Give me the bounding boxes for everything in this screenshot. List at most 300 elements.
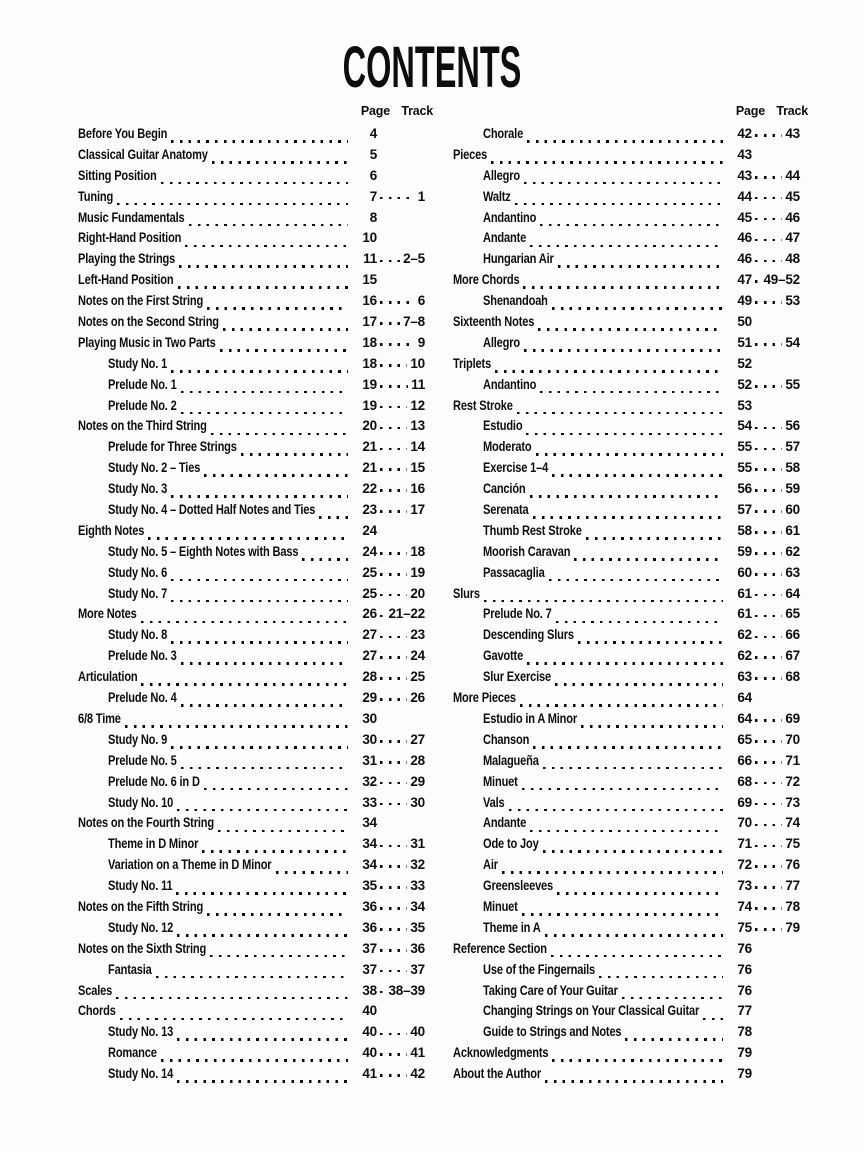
toc-entry-page: 61 (737, 606, 752, 622)
toc-entry-track-cell (377, 189, 425, 204)
toc-entry-track: 31 (410, 836, 425, 852)
toc-entry-track-cell (377, 418, 425, 433)
leader-dots (515, 203, 723, 206)
toc-entry-track: 9 (417, 334, 425, 350)
toc-entry-label: Gavotte (483, 648, 524, 664)
toc-entry (78, 648, 425, 669)
leader-dots (502, 871, 723, 874)
toc-entry-track-cell (377, 962, 425, 977)
leader-dots (125, 725, 348, 728)
leader-dots (491, 161, 723, 164)
leader-dots (755, 510, 782, 513)
leader-dots (526, 433, 723, 436)
toc-entry-track-cell (377, 544, 425, 559)
toc-entry-track-cell (377, 648, 425, 663)
leader-dots (380, 636, 407, 639)
toc-entry-page: 18 (362, 355, 377, 371)
toc-entry-label: Tuning (78, 188, 114, 204)
toc-entry-label: Notes on the Third String (78, 418, 207, 434)
toc-entry-track-cell (377, 502, 425, 517)
toc-entry-page: 55 (737, 460, 752, 476)
toc-entry (78, 878, 425, 899)
toc-entry-track: 66 (785, 627, 800, 643)
toc-entry-track: 44 (785, 167, 800, 183)
toc-entry (78, 356, 425, 377)
leader-dots (207, 913, 348, 916)
toc-entry (453, 920, 800, 941)
toc-entry-track-cell (377, 1024, 425, 1039)
toc-entry (453, 147, 800, 168)
toc-entry-track-cell (752, 795, 800, 810)
leader-dots (380, 573, 407, 576)
toc-entry (453, 606, 800, 627)
toc-entry (78, 711, 425, 732)
leader-dots (755, 886, 782, 889)
leader-dots (380, 886, 407, 889)
toc-entry-track-cell (377, 398, 425, 413)
toc-entry-page: 52 (737, 355, 752, 371)
leader-dots (177, 1080, 348, 1083)
toc-entry-label: Notes on the Fifth String (78, 898, 204, 914)
toc-entry-track-cell (377, 356, 425, 371)
toc-entry-page: 34 (362, 836, 377, 852)
toc-entry-label: Prelude for Three Strings (108, 439, 237, 455)
leader-dots (755, 134, 782, 137)
leader-dots (380, 552, 407, 555)
toc-entry (453, 836, 800, 857)
leader-dots (380, 468, 407, 471)
toc-entry-track-cell (377, 606, 425, 621)
toc-entry-track: 25 (410, 669, 425, 685)
toc-entry (78, 753, 425, 774)
toc-entry-label: Chanson (483, 731, 530, 747)
toc-entry-label: Hungarian Air (483, 251, 554, 267)
leader-dots (755, 468, 782, 471)
toc-entry-track: 11 (411, 376, 425, 392)
toc-entry (453, 481, 800, 502)
leader-dots (380, 1053, 407, 1056)
leader-dots (545, 1080, 723, 1083)
toc-entry-label: Moorish Caravan (483, 543, 571, 559)
toc-entry-track: 20 (410, 585, 425, 601)
leader-dots (202, 850, 348, 853)
toc-entry-page: 56 (737, 481, 752, 497)
leader-dots (552, 474, 723, 477)
leader-dots (380, 510, 407, 513)
toc-entry-track-cell (377, 627, 425, 642)
toc-entry (453, 502, 800, 523)
toc-entry-track: 69 (785, 710, 800, 726)
toc-entry (453, 711, 800, 732)
track-column-header: Track (776, 104, 808, 118)
toc-entry (453, 669, 800, 690)
toc-entry-page: 55 (737, 439, 752, 455)
toc-entry-page: 42 (737, 126, 752, 141)
toc-entry-page: 27 (362, 648, 377, 664)
leader-dots (527, 662, 723, 665)
toc-entry-label: Thumb Rest Stroke (483, 522, 582, 538)
toc-entry-track-cell (377, 774, 425, 789)
toc-entry (453, 1024, 800, 1045)
column-headers-right (453, 104, 808, 126)
leader-dots (380, 865, 407, 868)
toc-entry (78, 293, 425, 314)
toc-entry-label: Fantasia (108, 961, 152, 977)
toc-entry-track: 70 (785, 731, 800, 747)
toc-entry (78, 857, 425, 878)
toc-entry-label: Waltz (483, 188, 511, 204)
toc-entry-track: 17 (410, 502, 425, 518)
toc-entry-track: 14 (410, 439, 425, 455)
leader-dots (380, 845, 407, 848)
toc-entry-page: 19 (362, 376, 377, 392)
leader-dots (302, 558, 348, 561)
toc-entry-page: 43 (737, 146, 752, 162)
toc-entry-track: 36 (410, 940, 425, 956)
toc-entry (453, 189, 800, 210)
toc-entry-page: 63 (737, 669, 752, 685)
toc-entry (78, 398, 425, 419)
leader-dots (755, 782, 782, 785)
leader-dots (212, 161, 348, 164)
leader-dots (586, 537, 723, 540)
toc-entry-label: Study No. 8 (108, 627, 168, 643)
toc-entry-track-cell (377, 920, 425, 935)
toc-entry (453, 544, 800, 565)
toc-entry (453, 878, 800, 899)
toc-entry-track: 15 (410, 460, 425, 476)
toc-entry (78, 1045, 425, 1066)
leader-dots (755, 677, 782, 680)
toc-entry-page: 27 (362, 627, 377, 643)
leader-dots (177, 1038, 348, 1041)
leader-dots (755, 218, 782, 221)
toc-entry-label: Acknowledgments (453, 1045, 549, 1061)
toc-column-right (453, 104, 808, 1087)
toc-entry-track: 34 (410, 898, 425, 914)
leader-dots (181, 391, 348, 394)
toc-entry-label: Prelude No. 7 (483, 606, 552, 622)
toc-entry-label: Study No. 7 (108, 585, 168, 601)
leader-dots (755, 865, 782, 868)
toc-entry-track: 61 (785, 522, 800, 538)
toc-entry-track: 7–8 (403, 314, 425, 330)
toc-entry-page: 43 (737, 167, 752, 183)
leader-dots (178, 286, 348, 289)
leader-dots (117, 203, 348, 206)
page-column-header: Page (360, 104, 390, 118)
leader-dots (177, 809, 348, 812)
toc-entry-track: 10 (410, 355, 425, 371)
toc-entry-track-cell (752, 857, 800, 872)
leader-dots (380, 991, 385, 994)
toc-entry-track-cell (377, 439, 425, 454)
toc-entry-track-cell (752, 606, 800, 621)
leader-dots (574, 558, 723, 561)
toc-entry-track-cell (752, 189, 800, 204)
leader-dots (380, 803, 407, 806)
leader-dots (484, 600, 723, 603)
toc-entry-page: 34 (362, 815, 377, 831)
toc-entry (78, 1024, 425, 1045)
toc-entry-page: 5 (369, 146, 377, 162)
leader-dots (276, 871, 348, 874)
toc-entry-track-cell (752, 627, 800, 642)
toc-entry-label: Before You Begin (78, 126, 168, 141)
leader-dots (220, 349, 348, 352)
toc-entry-label: Study No. 3 (108, 481, 168, 497)
leader-dots (517, 412, 723, 415)
toc-entry-label: Scales (78, 982, 113, 998)
toc-entry-page: 44 (737, 188, 752, 204)
toc-entry (453, 251, 800, 272)
toc-entry-track-cell (752, 648, 800, 663)
toc-entry-label: Study No. 12 (108, 919, 174, 935)
leader-dots (171, 746, 348, 749)
toc-entry-track: 74 (785, 815, 800, 831)
toc-entry-page: 66 (737, 752, 752, 768)
toc-entry-track: 57 (785, 439, 800, 455)
toc-entry-label: Greensleeves (483, 878, 554, 894)
leader-dots (171, 579, 348, 582)
toc-entry-label: Prelude No. 4 (108, 690, 177, 706)
toc-entry-page: 20 (362, 418, 377, 434)
toc-entry (453, 418, 800, 439)
leader-dots (533, 746, 723, 749)
leader-dots (552, 307, 723, 310)
toc-entry-label: Romance (108, 1045, 157, 1061)
toc-entry-page: 7 (369, 188, 377, 204)
toc-entry-track-cell (377, 481, 425, 496)
toc-entry-label: Estudio in A Minor (483, 710, 578, 726)
toc-entry-track-cell (377, 690, 425, 705)
toc-entry-track: 64 (785, 585, 800, 601)
toc-entry-page: 49 (737, 293, 752, 309)
toc-entry-track-cell (377, 251, 425, 266)
toc-entry-label: Slurs (453, 585, 480, 601)
toc-entry-label: Changing Strings on Your Classical Guitar (483, 1003, 700, 1019)
toc-entry-page: 18 (362, 334, 377, 350)
leader-dots (171, 600, 348, 603)
leader-dots (551, 955, 723, 958)
toc-entry-label: Sixteenth Notes (453, 314, 535, 330)
leader-dots (141, 621, 348, 624)
leader-dots (380, 1074, 407, 1077)
leader-dots (755, 803, 782, 806)
toc-entry-page: 76 (737, 961, 752, 977)
leader-dots (380, 406, 407, 409)
toc-entry (78, 544, 425, 565)
toc-entry-label: Playing the Strings (78, 251, 176, 267)
toc-entry-label: Moderato (483, 439, 532, 455)
toc-entry-label: Exercise 1–4 (483, 460, 549, 476)
leader-dots (189, 224, 348, 227)
toc-entry-track-cell (377, 314, 425, 329)
toc-entry (453, 439, 800, 460)
leader-dots (755, 907, 782, 910)
toc-entry-track: 24 (410, 648, 425, 664)
leader-dots (555, 683, 723, 686)
toc-entry-page: 33 (362, 794, 377, 810)
leader-dots (755, 197, 782, 200)
toc-entry-track-cell (752, 669, 800, 684)
toc-entry-track-cell (752, 210, 800, 225)
toc-entry-label: More Pieces (453, 690, 516, 706)
leader-dots (558, 265, 723, 268)
toc-entry-page: 78 (737, 1024, 752, 1040)
toc-entry (453, 795, 800, 816)
toc-entry-label: Study No. 4 – Dotted Half Notes and Ties (108, 502, 316, 518)
toc-entry (453, 648, 800, 669)
toc-entry (78, 899, 425, 920)
toc-entry-page: 76 (737, 940, 752, 956)
toc-entry (453, 523, 800, 544)
leader-dots (755, 239, 782, 242)
toc-entry (453, 293, 800, 314)
toc-entry (78, 481, 425, 502)
toc-entry-track-cell (752, 920, 800, 935)
leader-dots (755, 761, 782, 764)
toc-entry-page: 16 (362, 293, 377, 309)
leader-dots (177, 934, 348, 937)
toc-entry-track-cell (377, 795, 425, 810)
toc-entry (453, 690, 800, 711)
toc-entry-label: Prelude No. 3 (108, 648, 177, 664)
toc-entry-label: Chords (78, 1003, 116, 1019)
toc-entry-track: 78 (785, 898, 800, 914)
toc-entry-label: Right-Hand Position (78, 230, 182, 246)
leader-dots (755, 260, 782, 263)
leader-dots (755, 615, 782, 618)
toc-entry (78, 795, 425, 816)
leader-dots (755, 928, 782, 931)
toc-entry-label: Music Fundamentals (78, 209, 185, 225)
toc-entry-label: Serenata (483, 502, 529, 518)
toc-entry (453, 335, 800, 356)
toc-entry-label: Prelude No. 1 (108, 376, 177, 392)
toc-entry-track: 35 (410, 919, 425, 935)
toc-entry (78, 251, 425, 272)
toc-entry-track: 2–5 (403, 251, 425, 267)
toc-entry-label: Study No. 9 (108, 731, 168, 747)
toc-entry-page: 64 (737, 710, 752, 726)
leader-dots (380, 301, 415, 304)
toc-entry-label: Andantino (483, 209, 537, 225)
toc-entry (453, 815, 800, 836)
toc-entry-page: 70 (737, 815, 752, 831)
toc-entry (78, 983, 425, 1004)
toc-entry-page: 10 (362, 230, 377, 246)
toc-entry-track-cell (752, 418, 800, 433)
toc-entry (78, 690, 425, 711)
leader-dots (755, 176, 782, 179)
toc-entry-label: Andante (483, 230, 527, 246)
toc-entry (453, 941, 800, 962)
leader-dots (581, 725, 723, 728)
toc-entry-page: 21 (362, 439, 377, 455)
toc-entry (453, 377, 800, 398)
toc-entry (453, 962, 800, 983)
toc-entry-track: 16 (410, 481, 425, 497)
toc-entry-track: 38–39 (388, 982, 425, 998)
leader-dots (380, 1033, 407, 1036)
toc-entry-page: 59 (737, 543, 752, 559)
toc-entry-page: 41 (362, 1066, 377, 1082)
toc-entry (78, 272, 425, 293)
page-column-header: Page (735, 104, 765, 118)
leader-dots (380, 343, 415, 346)
toc-entry-label: Prelude No. 5 (108, 752, 177, 768)
toc-entry-label: Use of the Fingernails (483, 961, 596, 977)
leader-dots (530, 245, 723, 248)
toc-columns (78, 104, 808, 1087)
leader-dots (380, 615, 385, 618)
toc-entry (453, 126, 800, 147)
toc-entry-page: 36 (362, 898, 377, 914)
toc-entry (78, 439, 425, 460)
toc-entry-track-cell (377, 460, 425, 475)
leader-dots (380, 364, 407, 367)
leader-dots (755, 719, 782, 722)
toc-entry-track: 30 (410, 794, 425, 810)
toc-entry-label: Pieces (453, 146, 488, 162)
leader-dots (161, 182, 348, 185)
leader-dots (578, 641, 723, 644)
toc-entry-track-cell (752, 126, 800, 141)
toc-entry-page: 25 (362, 564, 377, 580)
toc-entry (453, 168, 800, 189)
toc-entry-label: Prelude No. 2 (108, 397, 177, 413)
toc-entry-track: 26 (410, 690, 425, 706)
toc-entry-track: 76 (785, 857, 800, 873)
toc-entry-label: Study No. 6 (108, 564, 168, 580)
toc-entry-track-cell (752, 732, 800, 747)
toc-entry (78, 586, 425, 607)
toc-entry-track-cell (752, 439, 800, 454)
leader-dots (161, 1059, 348, 1062)
toc-entry-page: 26 (362, 606, 377, 622)
toc-entry-page: 15 (362, 272, 377, 288)
toc-entry (78, 627, 425, 648)
toc-entry (78, 523, 425, 544)
toc-entry (78, 815, 425, 836)
leader-dots (509, 809, 723, 812)
toc-entry-label: Reference Section (453, 940, 547, 956)
toc-entry (453, 460, 800, 481)
toc-entry-track-cell (752, 523, 800, 538)
toc-entry-page: 29 (362, 690, 377, 706)
toc-entry-track-cell (752, 815, 800, 830)
toc-entry-page: 11 (363, 251, 377, 267)
leader-dots (527, 140, 723, 143)
toc-entry-page: 28 (362, 669, 377, 685)
leader-dots (380, 782, 407, 785)
toc-entries-left (78, 126, 425, 1087)
toc-entry (453, 627, 800, 648)
toc-entry-label: Study No. 14 (108, 1066, 174, 1082)
toc-entry-track-cell (752, 481, 800, 496)
toc-entry-track-cell (377, 335, 425, 350)
toc-entry-track: 75 (785, 836, 800, 852)
toc-entry (78, 168, 425, 189)
toc-entry-page: 52 (737, 376, 752, 392)
toc-entry-track-cell (752, 251, 800, 266)
toc-entry-page: 22 (362, 481, 377, 497)
leader-dots (181, 767, 348, 770)
leader-dots (755, 531, 782, 534)
toc-entry-page: 58 (737, 522, 752, 538)
leader-dots (171, 641, 348, 644)
